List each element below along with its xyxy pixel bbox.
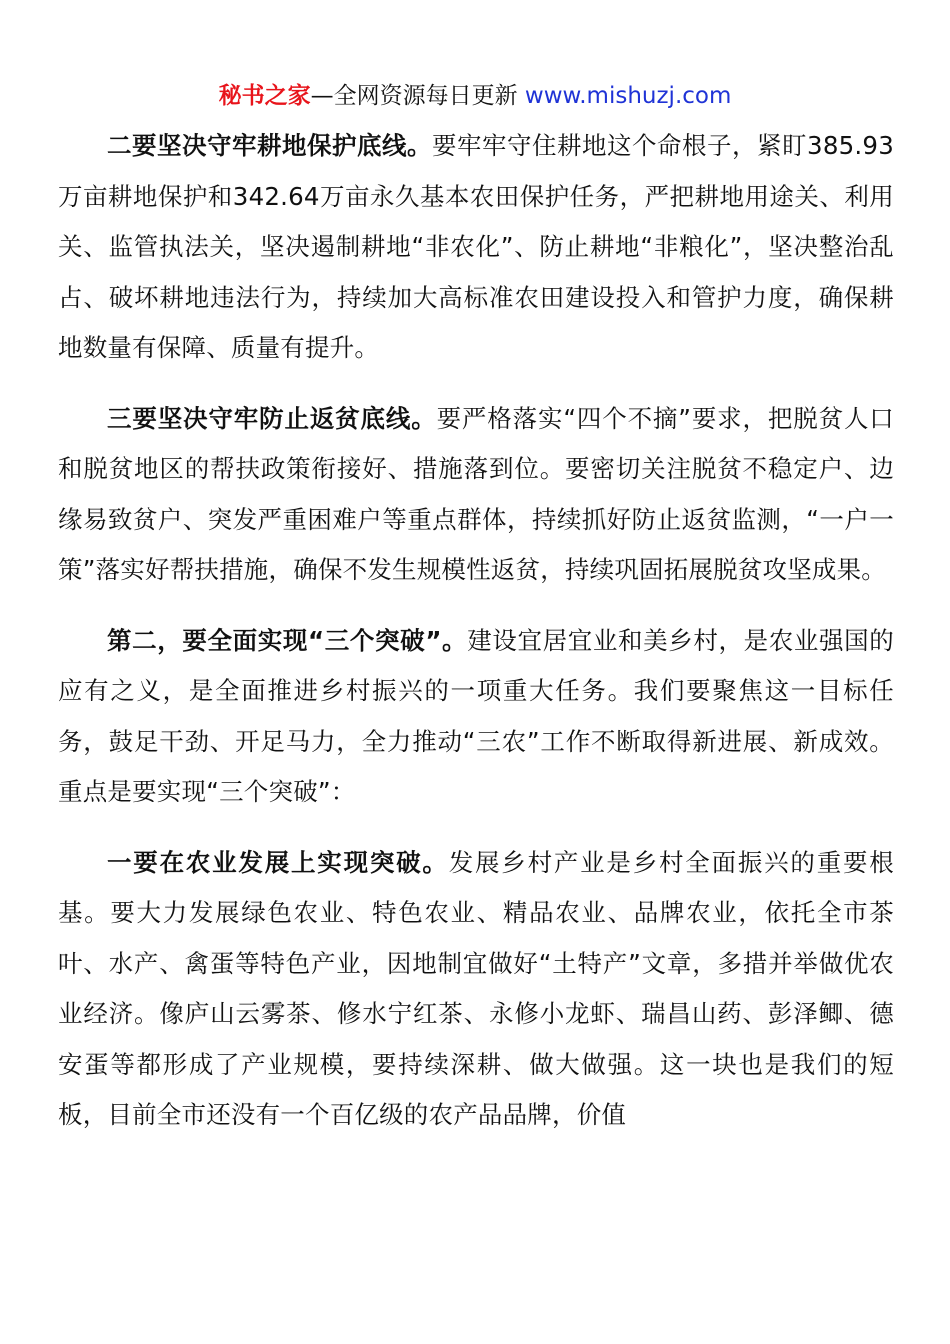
header-tagline: —全网资源每日更新	[310, 83, 518, 109]
site-header	[0, 80, 950, 112]
paragraph-lead: 一要在农业发展上实现突破。	[107, 847, 449, 877]
paragraph-text: 发展乡村产业是乡村全面振兴的重要根基。要大力发展绿色农业、特色农业、精品农业、品牌农业，依托全市茶叶、水产、禽蛋等特色产业，因地制宜做好“土特产”文章，多措并举做优农业经济。像庐山云雾茶、修水宁红茶、永修小龙虾、瑞昌山药、彭泽鲫、德安蛋等都形成了产业规模，要持续深耕、做大做强。这一块也是我们的短板，目前全市还没有一个百亿级的农产品品牌，价值	[58, 847, 894, 1129]
paragraph-poverty-prevention	[58, 394, 894, 596]
document-body	[58, 121, 894, 1161]
paragraph-lead: 三要坚决守牢防止返贫底线。	[107, 403, 437, 433]
site-url-link[interactable]: www.mishuzj.com	[524, 83, 732, 109]
paragraph-lead: 第二，要全面实现“三个突破”。	[107, 625, 468, 655]
paragraph-three-breakthroughs	[58, 616, 894, 818]
paragraph-text: 要严格落实“四个不摘”要求，把脱贫人口和脱贫地区的帮扶政策衔接好、措施落到位。要密切关注脱贫不稳定户、边缘易致贫户、突发严重困难户等重点群体，持续抓好防止返贫监测，“一户一策”落实好帮扶措施，确保不发生规模性返贫，持续巩固拓展脱贫攻坚成果。	[58, 403, 894, 584]
paragraph-agriculture-development	[58, 838, 894, 1141]
paragraph-farmland-protection	[58, 121, 894, 374]
paragraph-lead: 二要坚决守牢耕地保护底线。	[107, 131, 433, 160]
paragraph-text: 建设宜居宜业和美乡村，是农业强国的应有之义，是全面推进乡村振兴的一项重大任务。我们要聚焦这一目标任务，鼓足干劲、开足马力，全力推动“三农”工作不断取得新进展、新成效。重点是要实现“三个突破”：	[58, 625, 894, 806]
paragraph-text: 要牢牢守住耕地这个命根子，紧盯385.93万亩耕地保护和342.64万亩永久基本农田保护任务，严把耕地用途关、利用关、监管执法关，坚决遏制耕地“非农化”、防止耕地“非粮化”，坚决整治乱占、破坏耕地违法行为，持续加大高标准农田建设投入和管护力度，确保耕地数量有保障、质量有提升。	[58, 131, 894, 362]
brand-name: 秘书之家	[218, 83, 311, 109]
